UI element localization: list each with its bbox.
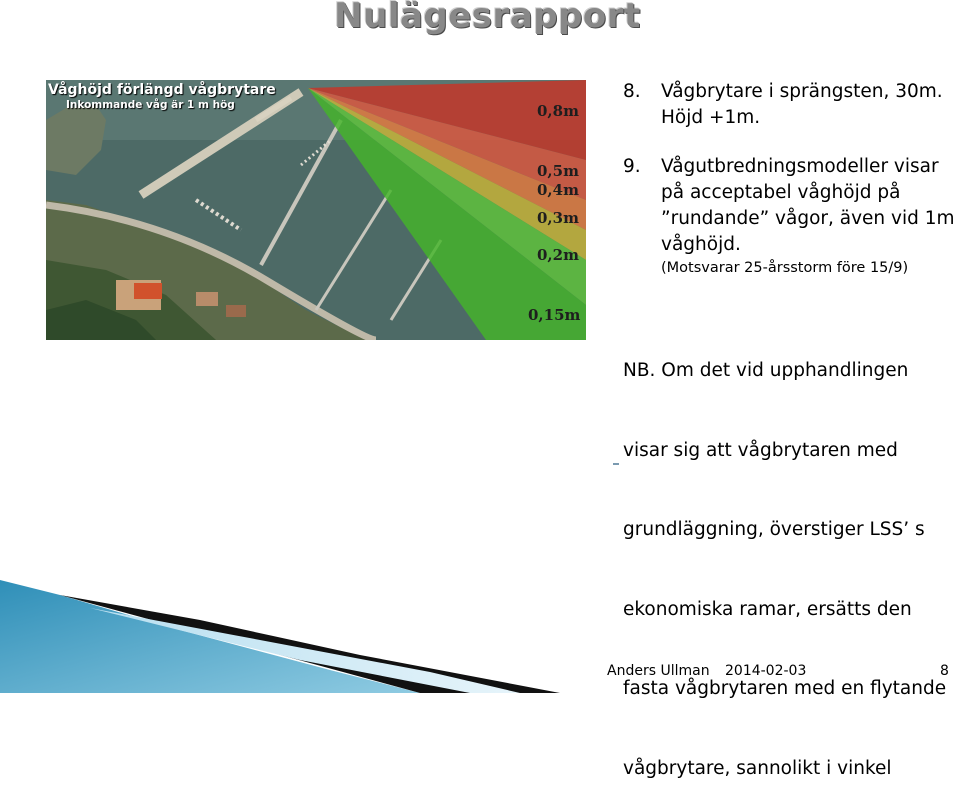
list-line: våghöjd. <box>661 234 741 255</box>
aerial-photo <box>46 80 586 340</box>
footer-date: 2014-02-03 <box>725 663 807 679</box>
list-line: ”rundande” vågor, även vid 1m <box>661 208 955 229</box>
level-label: 0,15m <box>528 306 581 324</box>
divider <box>613 463 619 465</box>
list-line: på acceptabel våghöjd på <box>661 182 901 203</box>
map-subheading: Inkommande våg är 1 m hög <box>66 99 235 111</box>
list-line: Höjd +1m. <box>661 107 761 128</box>
slide-title: Nulägesrapport <box>334 0 641 36</box>
list-item <box>623 154 960 264</box>
nb-line: fasta vågbrytaren med en flytande <box>623 678 947 699</box>
nb-line: grundläggning, överstiger LSS’ s <box>623 519 925 540</box>
nb-paragraph <box>623 305 946 809</box>
level-label: 0,3m <box>537 209 579 227</box>
footer-author: Anders Ullman <box>607 663 710 679</box>
decorative-swoosh <box>0 560 560 693</box>
level-label: 0,2m <box>537 246 579 264</box>
list-item <box>623 79 960 135</box>
level-label: 0,8m <box>537 102 579 120</box>
level-label: 0,5m <box>537 162 579 180</box>
list-number: 8. <box>623 81 641 102</box>
nb-line: NB. Om det vid upphandlingen <box>623 360 909 381</box>
storm-note: (Motsvarar 25-årsstorm före 15/9) <box>661 260 909 276</box>
list-number: 9. <box>623 156 641 177</box>
level-label: 0,4m <box>537 181 579 199</box>
page-number: 8 <box>940 663 949 679</box>
list-line: Vågbrytare i sprängsten, 30m. <box>661 81 943 102</box>
nb-line: ekonomiska ramar, ersätts den <box>623 598 912 620</box>
nb-line: vågbrytare, sannolikt i vinkel <box>623 757 892 779</box>
wave-height-map <box>46 80 586 340</box>
nb-line: visar sig att vågbrytaren med <box>623 439 898 461</box>
map-heading: Våghöjd förlängd vågbrytare <box>48 82 276 98</box>
list-line: Vågutbredningsmodeller visar <box>661 156 939 177</box>
